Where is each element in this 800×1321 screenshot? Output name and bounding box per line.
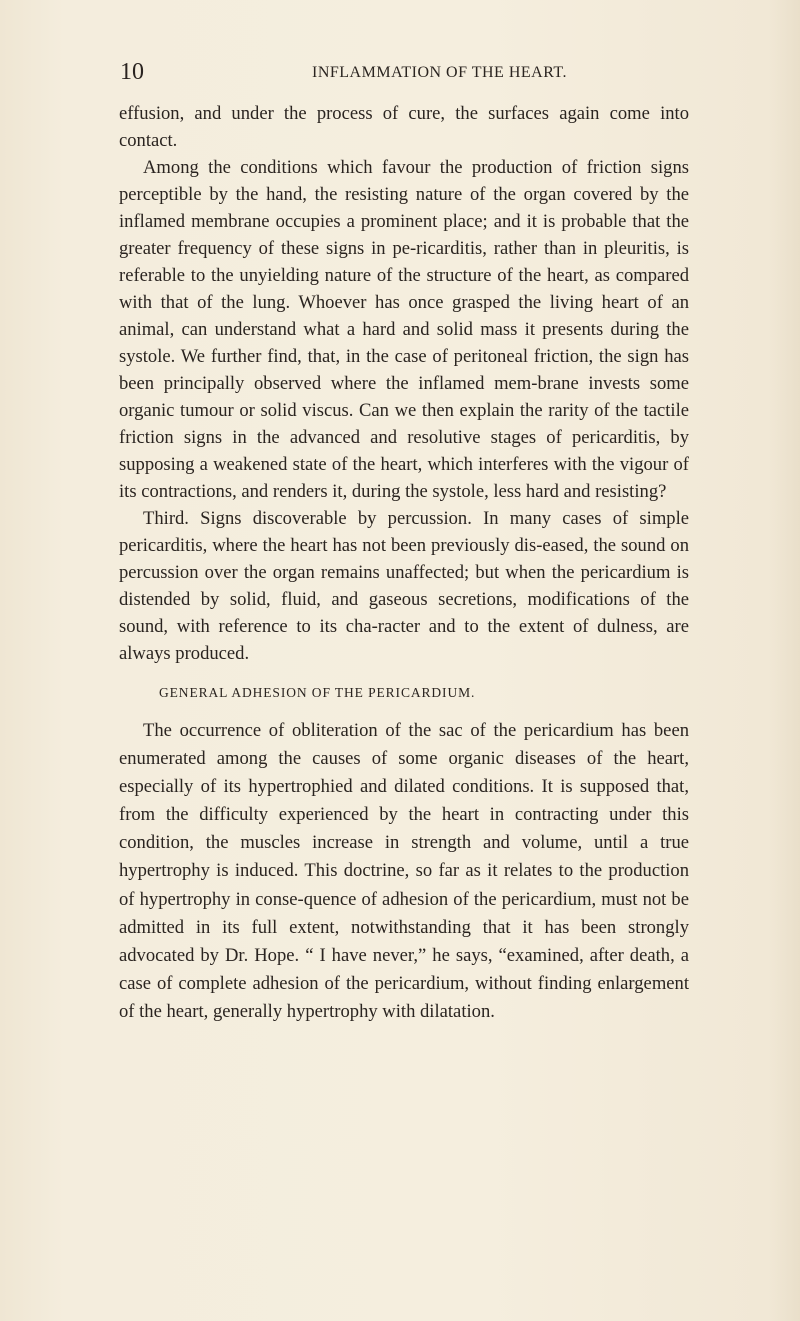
paragraph-effusion: effusion, and under the process of cure, the surfaces again come into contact.	[119, 103, 689, 151]
page-header	[0, 58, 800, 88]
body-text	[119, 100, 689, 1026]
section-heading: GENERAL ADHESION OF THE PERICARDIUM.	[159, 685, 476, 700]
section-general-adhesion	[119, 717, 689, 1026]
paragraph-friction-signs: Among the conditions which favour the production of friction signs perceptible by the hand, the resisting nature of the organ covered by the inflamed membrane occupies a prominent place; and it is probable that the greater frequency of these signs in pe-ricarditis, rather than in pleuritis, is referable to the unyielding nature of the structure of the heart, as compared with that of the lung. Whoever has once grasped the living heart of an animal, can understand what a hard and solid mass it presents during the systole. We further find, that, in the case of peritoneal friction, the sign has been principally observed where the inflamed mem-brane invests some organic tumour or solid viscus. Can we then explain the rarity of the tactile friction signs in the advanced and resolutive stages of pericarditis, by supposing a weakened state of the heart, which interferes with the vigour of its contractions, and renders it, during the systole, less hard and resisting?	[119, 157, 689, 502]
running-head: INFLAMMATION OF THE HEART.	[312, 64, 567, 81]
page-number: 10	[120, 59, 144, 85]
paragraph-obliteration: The occurrence of obliteration of the sac of the pericardium has been enumerated among the causes of some organic diseases of the heart, especially of its hypertrophied and dilated conditions. It is supposed that, from the difficulty experienced by the heart in contracting under this condition, the muscles increase in strength and volume, until a true hypertrophy is induced. This doctrine, so far as it relates to the production of hypertrophy in conse-quence of adhesion of the pericardium, must not be admitted in its full extent, notwithstanding that it has been strongly advocated by Dr. Hope. “ I have never,” he says, “examined, after death, a case of complete adhesion of the pericardium, without finding enlargement of the heart, generally hypertrophy with dilatation.	[119, 720, 689, 1022]
paragraph-percussion: Third. Signs discoverable by percussion. In many cases of simple pericarditis, where the heart has not been previously dis-eased, the sound on percussion over the organ remains unaffected; but when the pericardium is distended by solid, fluid, and gaseous secretions, modifications of the sound, with reference to its cha-racter and to the extent of dulness, are always produced.	[119, 508, 689, 664]
